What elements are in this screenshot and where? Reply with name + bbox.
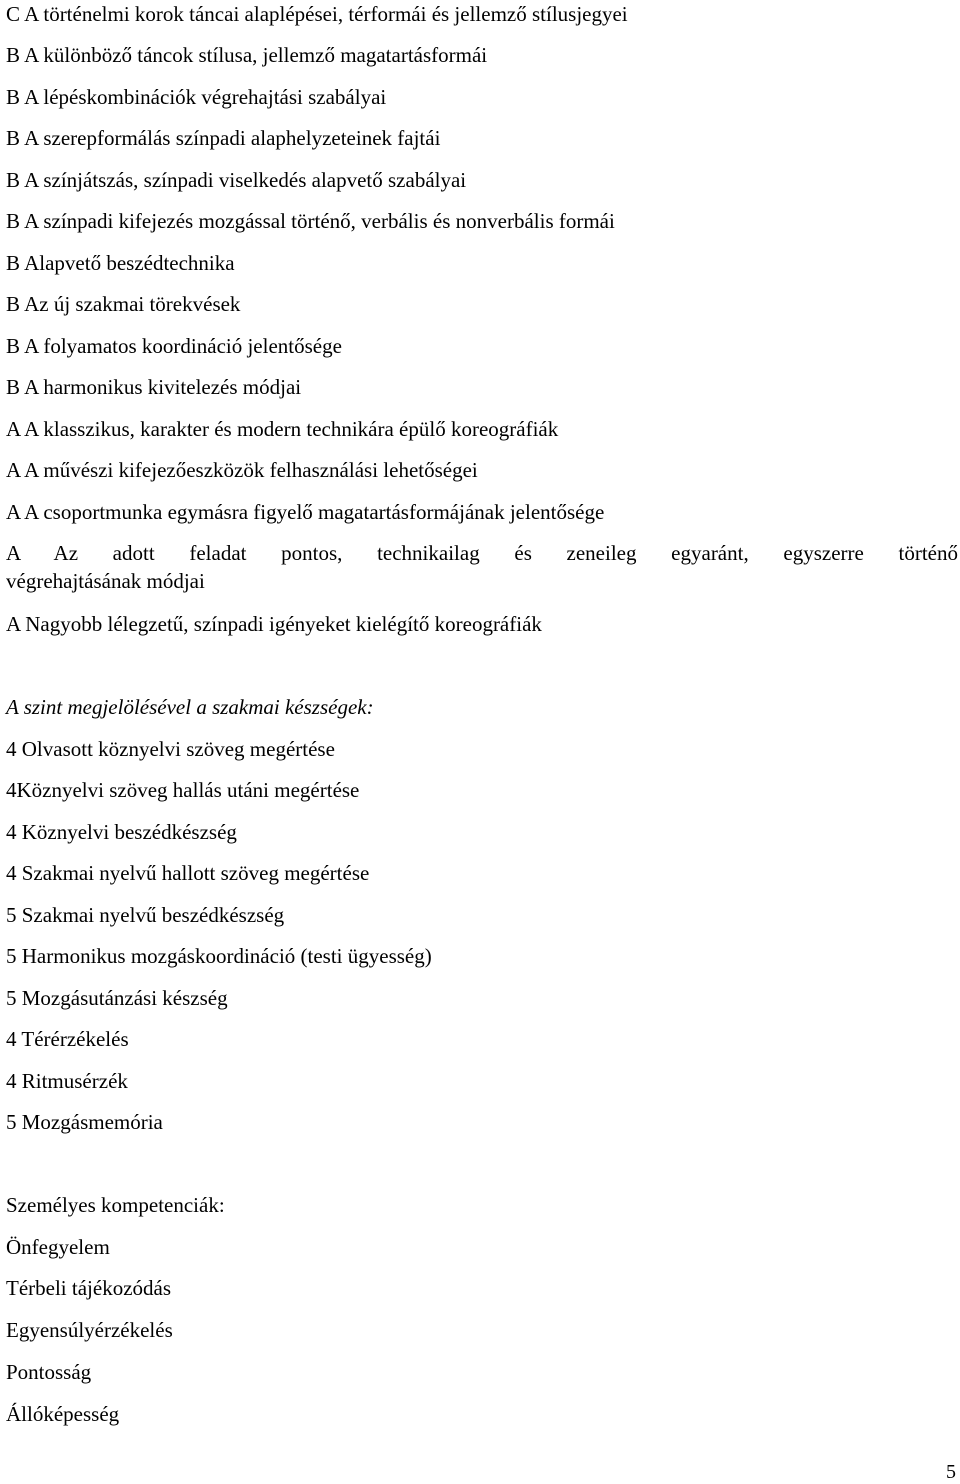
competency-line: B A harmonikus kivitelezés módjai (6, 375, 302, 399)
personal-item: Térbeli tájékozódás (6, 1276, 172, 1300)
personal-item: Önfegyelem (6, 1235, 110, 1259)
competency-line: B Alapvető beszédtechnika (6, 251, 235, 275)
competency-line: B A folyamatos koordináció jelentősége (6, 334, 342, 358)
skill-item: 5 Mozgásmemória (6, 1110, 163, 1134)
competency-line: B A színpadi kifejezés mozgással történő, verbális és nonverbális formái (6, 209, 615, 233)
competency-line-justified: A Az adott feladat pontos, technikailag és zeneileg egyaránt, egyszerre történő (6, 541, 958, 565)
skill-item: 4 Ritmusérzék (6, 1069, 128, 1093)
page-number: 5 (946, 1461, 956, 1483)
competency-line: B A szerepformálás színpadi alaphelyzeteinek fajtái (6, 126, 441, 150)
personal-item: Pontosság (6, 1360, 92, 1384)
competency-line: C A történelmi korok táncai alaplépései, térformái és jellemző stílusjegyei (6, 2, 628, 26)
skill-item: 4 Köznyelvi beszédkészség (6, 820, 237, 844)
competency-line: B A színjátszás, színpadi viselkedés alapvető szabályai (6, 168, 467, 192)
competency-line: B A lépéskombinációk végrehajtási szabályai (6, 85, 387, 109)
skills-heading: A szint megjelölésével a szakmai készségek: (6, 695, 374, 719)
competency-line: B A különböző táncok stílusa, jellemző magatartásformái (6, 43, 488, 67)
competency-line-continuation: végrehajtásának módjai (6, 569, 205, 593)
personal-item: Állóképesség (6, 1402, 120, 1426)
skill-item: 4 Szakmai nyelvű hallott szöveg megértése (6, 861, 370, 885)
skill-item: 5 Mozgásutánzási készség (6, 986, 228, 1010)
skill-item: 4Köznyelvi szöveg hallás utáni megértése (6, 778, 360, 802)
skill-item: 5 Harmonikus mozgáskoordináció (testi ügyesség) (6, 944, 432, 968)
competency-line: A A művészi kifejezőeszközök felhasználási lehetőségei (6, 458, 478, 482)
skill-item: 4 Olvasott köznyelvi szöveg megértése (6, 737, 335, 761)
personal-item: Egyensúlyérzékelés (6, 1318, 173, 1342)
skill-item: 4 Térérzékelés (6, 1027, 129, 1051)
skill-item: 5 Szakmai nyelvű beszédkészség (6, 903, 285, 927)
competency-line: A A klasszikus, karakter és modern technikára épülő koreográfiák (6, 417, 559, 441)
competency-line: A A csoportmunka egymásra figyelő magatartásformájának jelentősége (6, 500, 605, 524)
personal-competencies-heading: Személyes kompetenciák: (6, 1193, 225, 1217)
competency-line: B Az új szakmai törekvések (6, 292, 241, 316)
competency-line: A Nagyobb lélegzetű, színpadi igényeket kielégítő koreográfiák (6, 612, 542, 636)
